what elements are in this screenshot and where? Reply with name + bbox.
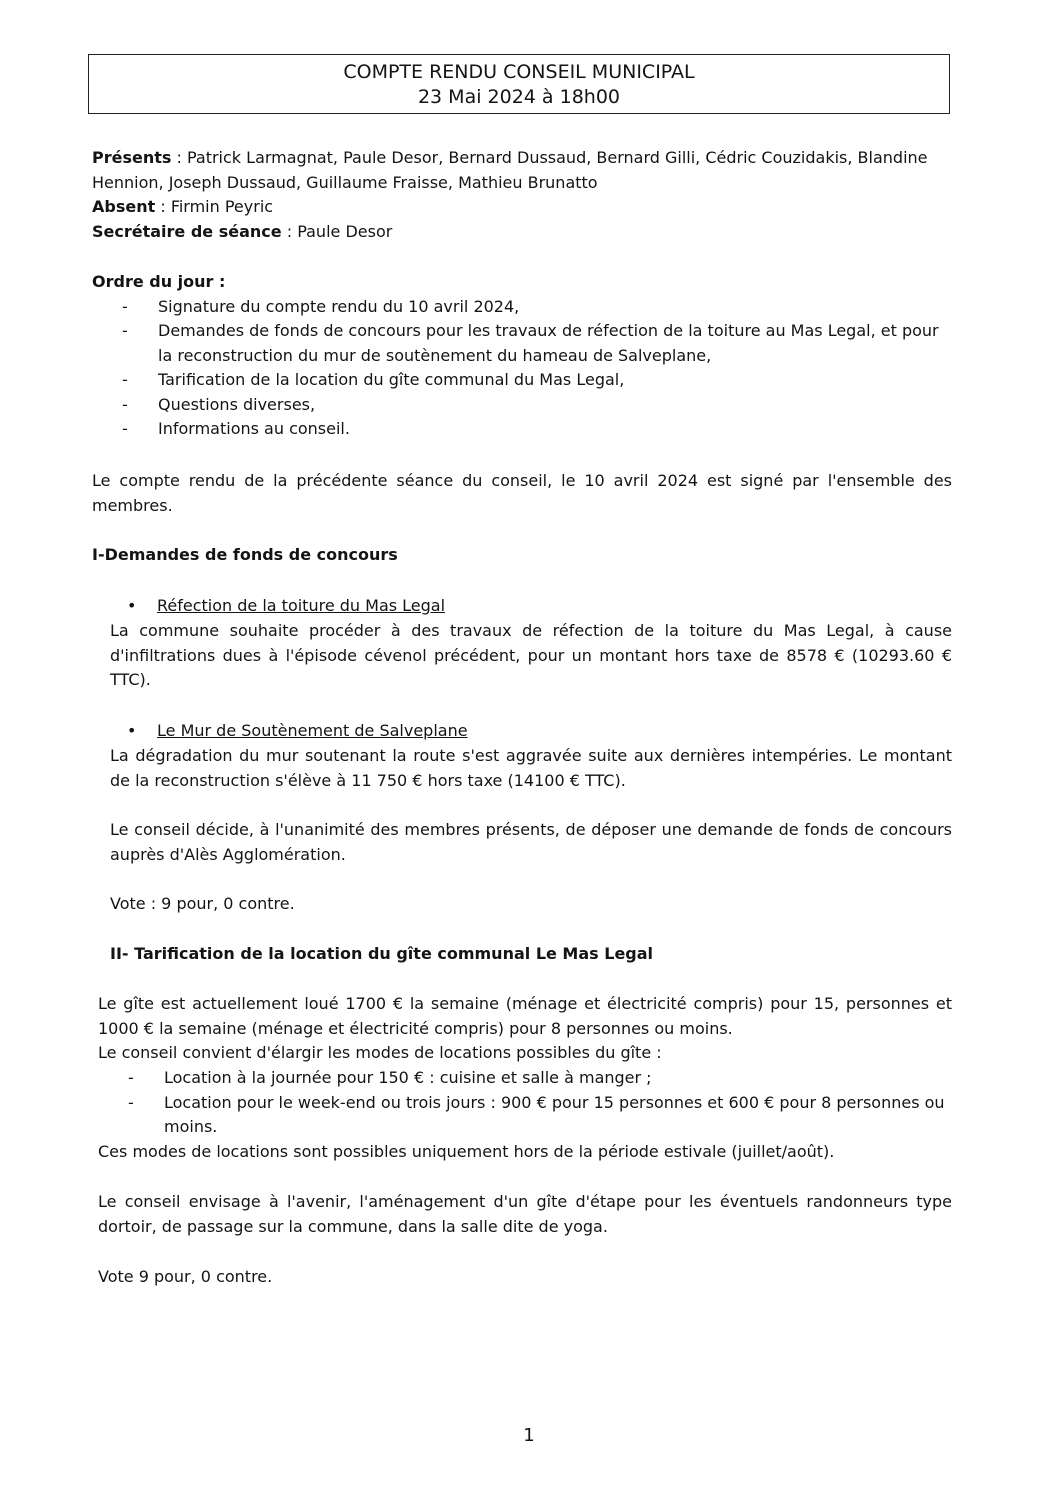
absent-label: Absent [92, 197, 156, 216]
rental-option [98, 1091, 952, 1140]
present-label: Présents [92, 148, 172, 167]
section2-paragraph3: Ces modes de locations sont possibles uniquement hors de la période estivale (juillet/août). [98, 1142, 835, 1161]
document-title: COMPTE RENDU CONSEIL MUNICIPAL [343, 61, 695, 83]
page-number: 1 [523, 1425, 535, 1446]
agenda-item [92, 393, 952, 418]
secretary-separator: : [281, 221, 298, 241]
rental-option-text: Location pour le week-end ou trois jours : 900 € pour 15 personnes et 600 € pour 8 personnes ou moins. [164, 1092, 945, 1136]
section1-decision: Le conseil décide, à l'unanimité des membres présents, de déposer une demande de fonds de concours auprès d'Alès Agglomération. [110, 820, 952, 864]
section1-vote: Vote : 9 pour, 0 contre. [110, 894, 295, 913]
dash-marker: - [122, 370, 128, 389]
section1-item1 [92, 594, 952, 619]
agenda-item [92, 368, 952, 393]
rental-option-text: Location à la journée pour 150 € : cuisine et salle à manger ; [164, 1068, 652, 1087]
agenda-item [92, 295, 952, 320]
absent-line [92, 195, 952, 220]
dash-marker: - [122, 394, 128, 414]
present-names: Patrick Larmagnat, Paule Desor, Bernard Dussaud, Bernard Gilli, Cédric Couzidakis, Blandine [186, 148, 928, 167]
item2-title: Le Mur de Soutènement de Salveplane [157, 721, 468, 740]
bullet-marker: • [127, 596, 137, 615]
item1-text: La commune souhaite procéder à des travaux de réfection de la toiture du Mas Legal, à cause d'infiltrations dues à l'épisode cévenol précédent, pour un montant hors taxe de 8578 € (10293.60 € TTC). [110, 621, 952, 689]
meeting-date: 23 Mai 2024 à 18h00 [417, 86, 621, 108]
section1-heading: I-Demandes de fonds de concours [92, 545, 398, 564]
item2-title-line [92, 719, 952, 744]
attendance-block [92, 146, 952, 244]
secretary-line [92, 220, 952, 245]
present-line [92, 146, 952, 171]
agenda-heading: Ordre du jour : [92, 272, 226, 291]
section2-paragraph1: Le gîte est actuellement loué 1700 € la semaine (ménage et électricité compris) pour 15, personnes et 1000 € la semaine (ménage et électricité compris) pour 8 personnes ou moins. [98, 994, 952, 1038]
agenda-list [92, 295, 952, 442]
dash-marker: - [128, 1092, 134, 1112]
agenda-item-text: Informations au conseil. [158, 419, 350, 438]
section2-vote: Vote 9 pour, 0 contre. [98, 1267, 273, 1286]
title-box [88, 54, 950, 114]
agenda-item [92, 417, 952, 442]
rental-option [98, 1066, 952, 1091]
dash-marker: - [122, 296, 128, 316]
rental-options-list [98, 1066, 952, 1140]
secretary-name: Paule Desor [297, 221, 393, 241]
dash-marker: - [128, 1068, 134, 1087]
absent-separator: : [155, 197, 171, 216]
agenda-item [92, 319, 952, 368]
item1-title: Réfection de la toiture du Mas Legal [157, 596, 446, 615]
absent-names: Firmin Peyric [170, 197, 274, 216]
bullet-marker: • [127, 721, 137, 740]
rental-options-block [98, 1066, 952, 1140]
section2-paragraph2: Le conseil convient d'élargir les modes de locations possibles du gîte : [98, 1043, 662, 1062]
section2-paragraph4: Le conseil envisage à l'avenir, l'aménagement d'un gîte d'étape pour les éventuels randonneurs type dortoir, de passage sur la commune, dans la salle dite de yoga. [98, 1192, 952, 1236]
agenda-item-text: Tarification de la location du gîte communal du Mas Legal, [158, 370, 625, 389]
agenda-item-text: Signature du compte rendu du 10 avril 2024, [158, 296, 520, 316]
dash-marker: - [122, 419, 128, 438]
item1-title-line [92, 594, 952, 619]
present-separator: : [171, 148, 187, 167]
section1-item2 [92, 719, 952, 744]
dash-marker: - [122, 321, 128, 340]
agenda-item-text: Questions diverses, [158, 394, 316, 414]
present-names-continued: Hennion, Joseph Dussaud, Guillaume Fraisse, Mathieu Brunatto [92, 172, 598, 192]
agenda-item-text: Demandes de fonds de concours pour les travaux de réfection de la toiture au Mas Legal, et pour la reconstruction du mur de soutènement du hameau de Salveplane, [158, 321, 939, 365]
previous-minutes-paragraph: Le compte rendu de la précédente séance du conseil, le 10 avril 2024 est signé par l'ensemble des membres. [92, 471, 952, 515]
agenda-block [92, 270, 952, 442]
secretary-label: Secrétaire de séance [92, 221, 282, 241]
item2-text: La dégradation du mur soutenant la route s'est aggravée suite aux dernières intempéries. Le montant de la reconstruction s'élève à 11 750 € hors taxe (14100 € TTC). [110, 746, 952, 790]
section2-heading: II- Tarification de la location du gîte communal Le Mas Legal [110, 944, 654, 963]
